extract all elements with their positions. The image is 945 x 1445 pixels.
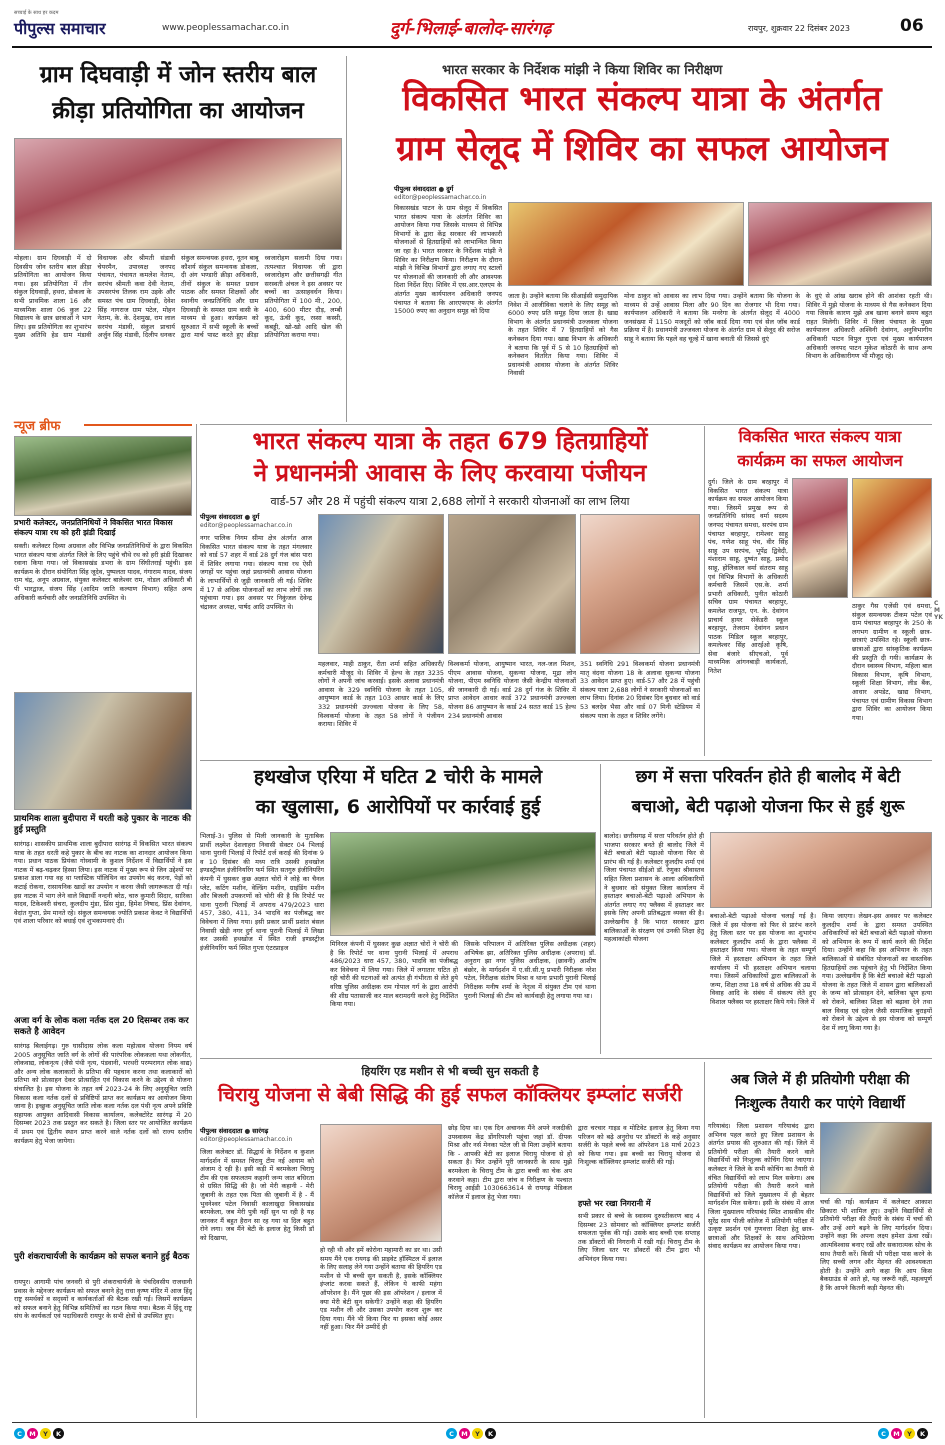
- masthead: [14, 10, 934, 46]
- story3-photo-1: [318, 514, 444, 654]
- story3-body-col2: महलवार, माही ठाकुर, रीता शर्मा सहित अधिकारी/कर्मचारी मौजूद थे। शिविर में हेल्थ के तहत 3235 लोगों ने अपनी जांच करवाई। इसके अलावा प्रधानमंत्री आवास के 329 स्वनिधि योजना के तहत 105, आयुष्मान कार्ड के तहत 103 आधार कार्ड के लिए 332 प्रधानमंत्री उज्ज्वला योजना के लिए 58, विश्वकर्मा योजना के तहत 58 लोगों ने पंजीयन कराया। शिविर में: [318, 660, 444, 729]
- brief2-photo: [14, 692, 192, 810]
- vertical-rule-4: [600, 764, 601, 1054]
- color-bar-left: [14, 1428, 64, 1439]
- story7-byline-name: पीपुल्स संवाददाता: [200, 1127, 243, 1135]
- story2: [352, 54, 932, 424]
- brief2-body: सारंगढ़। शासकीय प्राथमिक शाला बुदीपारा सारंगढ़ में विकसित भारत संकल्प यात्रा के तहत धरती कहे पुकार के बीच का नाटक का शानदार आयोजन किया गया। प्रधान पाठक प्रियंका गोस्वामी के कुशल निर्देशन में विद्यार्थियों ने इस नाटक में बढ़-चढ़कर हिस्सा लिया। इस नाटक में मुख्य रूप से जिन उद्देश्यों पर प्रकाश डाला गया वह था प्लास्टिक पॉलिथिन का उपयोग बंद करना, पेड़ों को कटाई रोकना, रासायनिक खादों का उपयोग न करना जैसी जागरूकता दी गई। इस नाटक में भाग लेने वाले विद्यार्थी नन्दनी बरेठ, चारु कुमारी सिदार, सारिका यादव, टिकेश्वरी संचरा, कुलदीप मुंडा, प्रिंस मुंडा, हिमेश निषाद, प्रिंस देवांगन, वेदांत गुप्ता, प्रेम मानते रहे। संकुल समन्वयक ज्योति प्रकाश केवट ने विद्यार्थियों एवं शाला परिवार को बधाई एवं शुभकामनाएं दी।: [14, 840, 192, 926]
- story1-photo: [14, 138, 342, 250]
- cmyk-m-right: M: [891, 1428, 902, 1439]
- story5: [200, 764, 596, 1054]
- news-brief-label: न्यूज ब्रीफ: [14, 419, 61, 434]
- story5-headline-line1: हथखोज एरिया में घटित 2 चोरी के मामले: [253, 766, 543, 788]
- vertical-rule-2: [196, 424, 197, 1418]
- story8: [708, 1062, 932, 1418]
- cmyk-c-right: C: [878, 1428, 889, 1439]
- story5-body-col3: जिसके परिपालन में अतिरिक्त पुलिस अधीक्षक (शहर) अभिषेक झा, अतिरिक्त पुलिस अधीक्षक (अपराध) डॉ. अनुराग झा नगर पुलिस अधीक्षक, (छावनी) आशीष बंछोर, के मार्गदर्शन में ए.सी.सी.यू प्रभारी निरीक्षक नरेश पटेल, निरीक्षक संतोष मिश्रा व थाना प्रभारी पुरानी भिलाई निरीक्षक मनीष शर्मा के नेतृत्व में संयुक्त टीम एवं थाना पुरानी भिलाई की टीम को कार्यवाही हेतु लगाया गया था।: [464, 940, 596, 1000]
- story7-byline-place: सारंगढ़: [252, 1127, 269, 1135]
- story2-photo-2: [748, 202, 932, 286]
- story5-body-col2: मिनिरल कंपनी में घुसकर कुछ अज्ञात चोरों ने चोरी की है कि रिपोर्ट पर थाना पुरानी भिलाई में अपराध 486/2023 धारा 457, 380, भादवि का पंजीबद्ध कर विवेचना में लिया गया। जिले में लगातार घटित हो रही चोरी की घटनाओं को अत्यंत ही गंभीरता से लेते हुये वरिष्ठ पुलिस अधीक्षक राम गोपाल गर्ग के द्वारा आरोपी की शीघ्र पतासाजी कर माल बरामदगी करने हेतु निर्देशित किया गया।: [330, 940, 458, 1009]
- horizontal-rule-1: [200, 424, 932, 425]
- color-bar-right: [878, 1428, 928, 1439]
- vertical-rule-5: [704, 1062, 705, 1418]
- brief1-headline: प्रभारी कलेक्टर, जनप्रतिनिधियों ने विकसित भारत विकास संकल्प यात्रा रथ को हरी झंडी दिखाई: [14, 518, 173, 537]
- story4-headline-line2: कार्यक्रम का सफल आयोजन: [737, 451, 903, 470]
- story3-byline: पीपुल्स संवाददाता ● दुर्ग: [200, 513, 260, 521]
- story1: [14, 54, 342, 464]
- cmyk-k-center: K: [485, 1428, 496, 1439]
- masthead-logo: पीपुल्स समाचार: [14, 19, 106, 38]
- story4-body-col1: दुर्ग। जिले के ग्राम बरहापुर में विकसित भारत संकल्प यात्रा कार्यक्रम का सफल आयोजन किया गया। जिसमें प्रमुख रूप से जनप्रतिनिधि सांसद वर्मा सदस्य जनपद पंचायत समधा, सरपंच ग्राम पंचायत बरहापुर, रामेश्वर साहू पंच, गणेश साहू पंच, वीर सिंह साहू उप सरपंच, भूपेंद्र द्विवेदी, मंशाराम साहू, दुष्यंत साहू, प्रमोद साहू, होलिकाल वर्मा संतराम साहू एवं विभिन्न विभागों के अधिकारी कर्मचारी जिसमें एस.के. शर्मा प्रभारी अधिकारी, पुनीत कोठारी सचिव ग्राम पंचायत बरहापुर, कमलेश राजपूत, एन. के. देवांगन प्राचार्य हायर सेकेंडरी स्कूल बरहापुर, तेजराम देवांगन प्रधान पाठक मिडिल स्कूल बरहापुर, कमलेश्वर सिंह आरईओ कृषि, सेवा बंजारे सीएचओ, पूर्व माध्यमिक आंगनबाड़ी कार्यकर्ता, नितेश: [708, 478, 788, 676]
- story2-body-col3: मोना ठाकुर को आवास का लाभ दिया गया। उन्होंने बताया कि योजना के माध्यम से उन्हें आवास मिला और 90 दिन का रोजगार भी दिया गया। कार्यपालन अधिकारी ने बताया कि मनरेगा के अंतर्गत सेलूद में 4000 जनसंख्या में 1150 मजदूरों को जॉब कार्ड दिया गया एवं सेल जॉब कार्ड प्रक्रिया में है। प्रधानमंत्री उज्जवला योजना के अंतर्गत ग्राम से सेलूद की सरोज साहू ने बताया कि पहले वह चूल्हे में खाना बनाती थी जिससे धुएं: [624, 292, 800, 343]
- story7-email: editor@peoplessamachar.co.in: [200, 1136, 293, 1143]
- side-cmyk-mark: CMYK: [934, 600, 943, 621]
- story4-photo-2: [852, 478, 932, 598]
- brief3-body: सारंगढ़ बिलाईगढ़। गुरु घासीदास लोक कला महोत्सव योजना नियम वर्ष 2005 अनुसूचित जाति वर्ग के लोगों की पारंपरिक लोककला यथा लोकगीत, लोकवाद्य, लोकनृत्य (जैसे पंथी नृत्य, पंडवानी, भरथरी परम्परागत लोक वाद्य) और अन्य लोक कलाकारों के प्रतिभा की पहचान करना तथा कलाकारों को प्रतिभा को प्रोत्साहन देकर प्रोत्साहित एवं विकास करने के उद्देश्य से योजना संचालित है। इस योजना के तहत वर्ष 2023-24 के लिए अनुसूचित जाति विकास कला नर्तक दलों से प्रविष्टियों प्राप्त कर कार्यक्रम का आयोजन किया जाना है। इच्छुक अनुसूचित जाति लोक कला नर्तक दल पंथी नृत्य अपने प्रविष्टि सहायक आयुक्त आदिवासी विकास कार्यालय, कलेक्टोरेट सारंगढ़ में 20 दिसम्बर 2023 तक प्रस्तुत कर सकते है। जिला स्तर पर आयोजित कार्यक्रम में प्रथम एवं द्वितीय स्थान प्राप्त करने वाले नर्तक दलों को राज्य स्तरीय कार्यक्रम हेतु भेजा जायेगा।: [14, 1042, 192, 1145]
- brief4-headline: पुरी शंकराचार्यजी के कार्यक्रम को सफल बनाने हुई बैठक: [14, 1252, 190, 1262]
- story7-byline: पीपुल्स संवाददाता ● सारंगढ़: [200, 1127, 269, 1135]
- story2-kicker: भारत सरकार के निर्देशक मांझी ने किया शिविर का निरीक्षण: [442, 63, 723, 78]
- story3-headline-line1: भारत संकल्प यात्रा के तहत 679 हितग्राहियों: [252, 427, 648, 455]
- story1-headline-line1: ग्राम दिघवाड़ी में जोन स्तरीय बाल: [39, 62, 317, 88]
- horizontal-rule-3: [200, 1058, 932, 1059]
- story6: [604, 764, 932, 1054]
- story5-body-col1: भिलाई-3। पुलिस से मिली जानकारी के मुताबिक प्रार्थी लक्ष्मेश देशलाहरा निवासी सेक्टर 04 भिलाई थाना पुरानी भिलाई में रिपोर्ट दर्ज कराई की दिनांक 9 व 10 दिसंबर की मध्य रात्रि उसकी हथखोज इण्डस्ट्रीयल इंजीनियरिंग फर्म स्थित सतगुरु इंजीनियरिंग कंपनी में घुसकर कुछ अज्ञात चोरों ने लोहे का चैनल प्लेट, कटिंग मशीन, वेल्डिंग मशीन, ग्राइंडिंग मशीन और बिजली उपकरणों को चोरी की है कि रिपोर्ट पर थाना पुरानी भिलाई में अपराध 479/2023 धारा 457, 380, 411, 34 भादवि का पंजीबद्ध कर विवेचना में लिया गया। इसी प्रकार प्रार्थी प्रशांत बंसल निवासी खेड़ी नगर दुर्ग थाना पुरानी भिलाई में लिखा कर उसकी हथखोज में स्थित राजी इण्डस्ट्रीज इंजीनियरिंग फर्म स्थित गुप्ता एंटरप्राइज: [200, 832, 324, 952]
- story4-photo-1: [792, 478, 848, 598]
- story2-byline-place: दुर्ग: [446, 185, 454, 193]
- story6-body-col3: किया जाएगा। लेखन-इस अवसर पर कलेक्टर कुलदीप शर्मा के द्वारा समस्त उपस्थित अधिकारियों को बेटी बचाओ बेटी पढ़ाओ योजना को अभियान के रूप में कार्य करने की निर्देश दिया। उन्होंने कहा कि इस अभियान के तहत बालिकाओं से संबंधित योजनाओं का वास्तविक हितग्राहियों तक पहुंचाने हेतु भी निर्देशित किया गया। उल्लेखनीय है कि बेटी बचाओ बेटी पढ़ाओ योजना के तहत जिले में शासन द्वारा बालिकाओं के जन्म को प्रोत्साहन देने, बालिका भ्रूण हत्या को रोकने, बालिका शिक्षा को बढ़ावा देने तथा बाल विवाह एवं दहेज जैसी सामाजिक बुराइयों को रोकने के उद्देश्य से इस योजना को सम्पूर्ण देश में लागू किया गया है।: [822, 912, 932, 1032]
- brief1-photo: [14, 436, 192, 516]
- color-bar-center: [446, 1428, 496, 1439]
- story1-body: मोहला। ग्राम दिघवाड़ी में दो दिवसीय जोन स्तरीय बाल क्रीड़ा प्रतियोगिता का आयोजन किया गया। इस प्रतियोगिता में तीन संकुल दिघवाड़ी, हथरा, डोकला के सभी प्राथमिक शाला 16 और माध्यमिक शाला 06 कुल 22 विद्यालय के छात्र छात्राओं ने भाग लिए। इस प्रतियोगिता का शुभारंभ मुख्य अतिथि हेड ग्राम मंडावी विधायक और श्रीमती संडावी चेयरमैन, उपाध्यक्ष जनपद पंचायत, पंचायत कमलेश नेताम, सरपंच श्रीमती कवा देवी नेताम, उपसरपंच तिलक राम उइके और समस्त पंच ग्राम दिघवाड़ी, देवेश सिंह नागराज ग्राम पटेल, मोहन नेताम, के. के. देशमुख, राम लाल सरपंच मंडावी, संकुल प्राचार्य अर्जुन सिंह मंडावी, दिलीप धनकर संकुल समन्वयक हथरा, नूतन बाबू कौशर्य संकुल समन्वयक डोकला, दी अंग भण्डारी क्रीड़ा अधिकारी, तीनों संकुल के समस्त प्रधान पाठक और समस्त शिक्षकों और स्थानीय जनप्रतिनिधि और ग्राम दिघवाड़ी के समस्त ग्राम वासी के माध्यम से हुआ। कार्यक्रम को सुरुआत में सभी स्कूली के बच्चों द्वारा मार्च पास्ट करते हुए क्रीड़ा ध्वजारोहण सलामी दिया गया। तत्पश्चात विधायक जी द्वारा ध्वजारोहण और छत्तीसगढ़ी गीत सरस्वती अंचल ने इस अवसर पर बच्चों का उत्साहवर्धन किया। प्रतियोगिता में 100 मी., 200, 400, 600 मीटर दौड़, लम्बी कूद, ऊंची कूद, रस्सा कस्सी, कबड्डी, खो-खो आदि खेल की प्रतियोगिता कराया गया।: [14, 254, 342, 340]
- masthead-tagline: सच्चाई के साथ हर कदम: [14, 10, 59, 16]
- story8-body-col1: गरियाबंद। जिला प्रशासन गरियाबंद द्वारा अभिनव पहल करते हुए जिला प्रशासन के अंतर्गत प्रयास की शुरुआत की गई। जिले में प्रतियोगी परीक्षा की तैयारी करने वाले विद्यार्थियों को निःशुल्क कोचिंग दिया जाएगा। कलेक्टर ने जिले के सभी कोचिंग का तैयारी से वंचित विद्यार्थियों को लाभ मिल सकेगा। अब प्रतियोगी परीक्षा की तैयारी करने वाले विद्यार्थियों को जिले मुख्यालय में ही बेहतर मार्गदर्शन मिल सकेगा। इसी के संबंध में आज जिला मुख्यालय गरियाबंद स्थित शासकीय वीर सुरेंद्र साय पीजी कॉलेज में प्रतियोगी परीक्षा में उत्कृष्ट प्रदर्शन एवं गुणवत्ता शिक्षा हेतु छात्र-छात्राओं और शिक्षकों के साथ अभिप्रेरणा संवाद कार्यक्रम का आयोजन किया गया।: [708, 1122, 814, 1251]
- story7-body-col1: जिला कलेक्टर डॉ. सिद्धार्थ के निर्देशन व कुशल मार्गदर्शन में समस्त चिरायु टीम नई आयाम को अंजाम दे रही है। इसी कड़ी में बरमकेला चिरायु टीम की एक सफलतम कहानी जन्म जात बधिरता से ग्रसित सिद्धि की है। जो मेरी कहानी - मेरी जुबानी के तहत एक पिता की जुबानी में है - मैं भुवनेश्वर पटेल निवासी कालाखुदा विकासखंड बरमकेला, जब मेरी पुत्री नहीं सुन पा रही है यह जानकर मैं बहुत हैरान सा रह गया था दिल बहुत रोने लगा। जब मैंने बेटी के इलाज हेतु किसी डॉ को दिखाया,: [200, 1148, 314, 1242]
- vertical-rule-1: [346, 56, 347, 422]
- story2-headline-line1: विकसित भारत संकल्प यात्रा के अंतर्गत: [402, 79, 882, 119]
- story7-photo: [320, 1124, 442, 1242]
- cmyk-y-right: Y: [904, 1428, 915, 1439]
- story7-body-col2: हो रही थी और हमें कोरोना महामारी का डर था। उसी समय मैंने एक रायगढ़ की प्राइवेट हॉस्पिटल में इलाज के लिए सलाह लेने गया उन्होंने बताया की हियरिंग एड मशीन से भी बच्ची सुन सकती है, इसके कॉक्लियर इंप्लांट करवा सकते हैं, लेकिन ये काफी महंगा ऑपरेशन है। मैंने पूछा की इस ऑपरेशन / इलाज में क्या मेरी बेटी सुन सकेगी? उन्होंने कहा की हियरिंग एड मशीन ली और उसका उपयोग करना शुरू कर दिया गया। मैंने भी किया फिर या इसका कोई असर नहीं हुआ। फिर मैंने उम्मीदें ही: [320, 1246, 442, 1332]
- story2-byline-name: पीपुल्स संवाददाता: [394, 185, 437, 193]
- story7-subhead: हफ्ते भर रखा निगरानी में: [578, 1199, 651, 1208]
- cmyk-c-left: C: [14, 1428, 25, 1439]
- story8-body-col2: चर्चा की गई। कार्यक्रम में कलेक्टर आकाश छिकारा भी शामिल हुए। उन्होंने विद्यार्थियों से प्रतियोगी परीक्षा की तैयारी के संबंध में चर्चा की और उन्हें आगे बढ़ने के लिए मार्गदर्शन दिया। उन्होंने कहा कि अपना लक्ष्य हमेशा ऊंचा रखें। आत्मविश्वास बनाए रखें और सकारात्मक सोच के साथ तैयारी करें। किसी भी परीक्षा पास करने के लिए सच्ची लगन और मेहनत की आवश्यकता होती है। उन्होंने आगे कहा कि आप किस बैकग्राउंड से आते हो, यह जरूरी नहीं, महत्वपूर्ण है कि आपने कितनी कड़ी मेहनत की।: [820, 1198, 932, 1292]
- story3-headline-line2: ने प्रधानमंत्री आवास के लिए करवाया पंजीयन: [253, 459, 647, 487]
- story6-body-col2: बचाओ-बेटी पढ़ाओ योजना चलाई गई है। जिले में इस योजना को फिर से प्रारंभ करने हेतु जिला स्तर पर इस योजना का शुभारंभ कलेक्टर कुलदीप शर्मा के द्वारा फ्लैक्स में हस्ताक्षर किया गया। योजना के तहत सम्पूर्ण जिले में हस्ताक्षर अभियान के तहत जिले कार्यालय में भी हस्ताक्षर अभियान चलाया गया। जिसमें अधिकारियों द्वारा बालिकाओं के जन्म, शिक्षा तथा 18 वर्ष से अधिक की उम्र में विवाह आदि के संबंध में संकल्प लेते हुए विशाल फ्लैक्स पर हस्ताक्षर किये गये। जिले में: [710, 912, 816, 1006]
- story3-body-col4: 351 स्वनिधि 291 विश्वकर्मा योजना प्रधानमंत्री मातृ वंदना योजना 18 के अलावा सुकन्या योजना 33 आवेदन प्राप्त हुए। वार्ड-57 और 28 में पहुंची संकल्प यात्रा 2,688 लोगों ने सरकारी योजनाओं का लाभ लिया। दिनांक 20 दिसंबर दिन बुधवार को वार्ड 53 बलदेव भैसा और वार्ड 07 मिनी स्टेडियम में संकल्प यात्रा के तहत व शिविर लगेंगे।: [580, 660, 700, 720]
- cmyk-m-center: M: [459, 1428, 470, 1439]
- story4: [708, 426, 932, 756]
- story6-photo: [710, 832, 932, 908]
- story7-body-col4: द्वारा चरचार गाइड व मोटिवेट इलाज हेतु किया गया परिजन को बढ़े अनुरोध पर डॉक्टरों के कहे अनुसार सर्जरी के पहले बच्चे का ऑपरेशन 18 मार्च 2023 को किया गया। इस बच्ची का चिरायु योजना से निःशुल्क कॉक्लियर इम्प्लांट सर्जरी की गई।: [578, 1124, 700, 1167]
- story2-byline: पीपुल्स संवाददाता ● दुर्ग: [394, 185, 454, 193]
- story7: [200, 1062, 700, 1418]
- story2-photo-1: [508, 202, 744, 286]
- story8-headline-line1: अब जिले में ही प्रतियोगी परीक्षा की: [730, 1072, 910, 1088]
- brief2-headline: प्राथमिक शाला बुदीपारा में धरती कहे पुकार के नाटक की हुई प्रस्तुति: [14, 814, 191, 835]
- story6-body-col1: बालोद। छत्तीसगढ़ में सत्ता परिवर्तन होते ही भाजपा सरकार बनते ही बालोद जिले में बेटी बचाओ बेटी पढ़ाओ योजना फिर से प्रारंभ की गई है। कलेक्टर कुलदीप शर्मा एवं जिला पंचायत सीईओ डॉ. रेणुका श्रीवास्तव सहित जिला प्रशासन के आला अधिकारियों ने बुधवार को संयुक्त जिला कार्यालय में हस्ताक्षर बचाओ-बेटी पढ़ाओ अभियान के अंतर्गत लगाए गए फ्लैक्स में हस्ताक्षर कर इसके लिए अपनी प्रतिबद्धता व्यक्त की है। उल्लेखनीय है कि भारत सरकार द्वारा बालिकाओं के संरक्षण एवं उनकी शिक्षा हेतु महत्वाकांक्षी योजना: [604, 832, 704, 944]
- story7-body-col5: सभी प्रकार से बच्चे के स्वास्थ्य दुरुस्तीकरण बाद 4 दिसम्बर 23 सोमवार को कॉक्लियर इम्प्लांट सर्जरी सफलता पूर्वक की गई। उसके बाद बच्ची एक सप्ताह तक डॉक्टरों की निगरानी में रखी गई। चिरायु टीम के लिए जिला स्तर पर डॉक्टरों की टीम द्वारा भी अभिनंदन किया गया।: [578, 1212, 700, 1263]
- story4-headline-line1: विकसित भारत संकल्प यात्रा: [738, 427, 902, 446]
- story5-photo: [330, 832, 596, 936]
- story1-headline-line2: क्रीड़ा प्रतियोगिता का आयोजन: [52, 98, 304, 124]
- footer-rule: [12, 1422, 932, 1423]
- story5-headline-line2: का खुलासा, 6 आरोपियों पर कार्रवाई हुई: [255, 796, 541, 818]
- cmyk-c-center: C: [446, 1428, 457, 1439]
- story3-photo-2: [448, 514, 576, 654]
- news-brief-label-rule: [84, 424, 192, 426]
- story3-subhead: वार्ड-57 और 28 में पहुंची संकल्प यात्रा 2,688 लोगों ने सरकारी योजनाओं का लाभ लिया: [270, 495, 630, 508]
- story2-email: editor@peoplessamachar.co.in: [394, 194, 487, 201]
- story8-photo: [820, 1122, 932, 1194]
- brief1-body: सक्ती। कलेक्टर दिव्या अग्रवाल और विभिन्न जनप्रतिनिधियों के द्वारा विकसित भारत संकल्प यात्रा अंतर्गत जिले के लिए पहुंचे चौथे रथ को हरी झंडी दिखाकर रवाना किया गया। जो विकासखंड डभरा के ग्राम सिंघीतराई पहुंची। इस कार्यक्रम के दौरान संयोगिता सिंह जूदेव, पुष्पलता यादव, गंगाराम यादव, संजय राम चंद्र, अनूप अग्रवाल, संयुक्त कलेक्टर बालेश्वर राम, नोडल अधिकारी बी पी भारद्वाज, संजय सिंह (आदिम जाति कल्याण विभाग) सहित अन्य अधिकारी कर्मचारी और जनप्रतिनिधि उपस्थित थे।: [14, 542, 192, 602]
- story6-headline-line1: छग में सत्ता परिवर्तन होते ही बालोद में बेटी: [635, 767, 901, 787]
- cmyk-m-left: M: [27, 1428, 38, 1439]
- page-number: 06: [900, 16, 924, 36]
- vertical-rule-3: [704, 426, 705, 756]
- brief3-headline: अजा वर्ग के लोक कला नर्तक दल 20 दिसम्बर तक कर सकते है आवेदन: [14, 1016, 189, 1037]
- issue-date: रायपुर, शुक्रवार 22 दिसंबर 2023: [748, 24, 850, 33]
- story3-byline-name: पीपुल्स संवाददाता: [200, 513, 243, 521]
- news-brief: [14, 410, 192, 1420]
- story3: [200, 426, 700, 756]
- story2-body-col1: विकासखंड पाटन के ग्राम सेलूद में विकसित भारत संकल्प यात्रा के अंतर्गत शिविर का आयोजन किया गया जिसके माध्यम से विभिन्न विभागों के द्वारा केंद्र सरकार की लाभकारी योजनाओं से हितग्राहियों को लाभान्वित किया जा रहा है। भारत सरकार के निर्देशक मांझी ने शिविर का निरीक्षण किया। निरीक्षण के दौरान मांझी ने विभिन्न विभागों द्वारा लगाए गए स्टालों पर योजनाओं की जानकारी ली और आवश्यक दिशा निर्देश दिए। शिविर में एस.आर.एलएम के अंतर्गत मुख्य कार्यपालन अधिकारी जनपद पंचायत ने बताया कि आरएफएफ के अंतर्गत 15000 रुपए का अनुदान समूह को दिया: [394, 204, 502, 316]
- cmyk-y-left: Y: [40, 1428, 51, 1439]
- story2-body-col4: के धुएं से आंख खराब होने की आशंका रहती थी। शिविर में मुझे योजना के माध्यम से गैस कनेक्शन दिया गया जिसके कारण मुझे अब खाना बनाने समय बहुत राहत मिलेगी। शिविर में जिला पंचायत के मुख्य कार्यपालन अधिकारी अश्विनी देवांगन, अनुविभागीय अधिकारी पाटन विपुल गुप्ता एवं मुख्य कार्यपालन अधिकारी जनपद पाटन मुकेश कोठारी के साथ अन्य विभाग के अधिकारीगण भी मौजूद रहे।: [806, 292, 932, 361]
- story4-body-col2: ठाकुर गैस एजेंसी एवं धमधा, संकुल समन्वयक टीकम पटेल एवं ग्राम पंचायत बरहापुर के 250 के लगभग ग्रामीण व स्कूली छात्र-छात्राएं उपस्थित रहे। स्कूली छात्र-छात्राओं द्वारा सांस्कृतिक कार्यक्रम की प्रस्तुति दी गयी। कार्यक्रम के दौरान स्वास्थ्य विभाग, महिला बाल विकास विभाग, कृषि विभाग, स्कूली शिक्षा विभाग, लीड बैंक, आधार अपडेट, खाद्य विभाग, पंचायत एवं ग्रामीण विकास विभाग द्वारा शिविर का आयोजन किया गया।: [852, 602, 932, 722]
- cmyk-k-right: K: [917, 1428, 928, 1439]
- story8-headline-line2: निःशुल्क तैयारी कर पाएंगे विद्यार्थी: [735, 1096, 905, 1112]
- cmyk-k-left: K: [53, 1428, 64, 1439]
- story3-body-col1: नगर पालिक निगम सीमा क्षेत्र अंतर्गत आज विकसित भारत संकल्प यात्रा के तहत मंगलवार को वार्ड 57 शहर में वार्ड 28 दुर्ग गंज बांस पारा में शिविर लगाया गया। संकल्प यात्रा रथ ऐसी जगहों पर पहुंचा जहां प्रधानमंत्री आवास योजना के लाभार्थियों से जुड़ी जानकारी ली गई। शिविर में 17 से अधिक योजनाओं का लाभ लोगों तक पहुंचाया गया। इस अवसर पर निकुंजल देवेन्द्र चंद्राकर अध्यक्ष, पार्षद आदि उपस्थित थे।: [200, 534, 312, 611]
- story3-body-col3: विश्वकर्मा योजना, आयुष्मान भारत, नल-जल मिशन, पीएम आवास योजना, सुकन्या योजना, मुद्रा लोन योजना, पीएम स्वनिधि योजना जैसी केन्द्रीय योजनाओं की जानकारी दी गई। वार्ड 28 दुर्ग गंज के शिविर में प्राप्त आवेदन आधार कार्ड 372 प्रधानमंत्री उज्ज्वला योजना 86 आयुष्मान के कार्ड 24 सतत कार्ड 15 हेल्थ 234 प्रधानमंत्री आवास: [448, 660, 576, 720]
- story3-byline-place: दुर्ग: [252, 513, 260, 521]
- story3-email: editor@peoplessamachar.co.in: [200, 522, 293, 529]
- story6-headline-line2: बचाओ, बेटी पढ़ाओ योजना फिर से हुई शुरू: [631, 797, 905, 817]
- story7-kicker: हियरिंग एड मशीन से भी बच्ची सुन सकती है: [361, 1065, 539, 1078]
- story2-body-col2: जाता है। उन्होंने बताया कि सीआईसी समुदायिक निवेश में आजीविका चलाने के लिए समूह को 6000 रुपए प्रति समूह दिया जाता है। खाद्य विभाग के अंतर्गत प्रधानमंत्री उज्जवला योजना के तहत शिविर में 7 हितग्राहियों को गैस कनेक्शन दिया गया। खाद्य विभाग के अधिकारी ने बताया कि पूर्व में 5 से 10 हितग्राहियों को कनेक्शन वितरित किया गया। शिविर में प्रधानमंत्री आवास योजना के अंतर्गत शिविर निवासी: [508, 292, 618, 378]
- story3-photo-3: [580, 514, 700, 654]
- story7-headline: चिरायु योजना से बेबी सिद्धि की हुई सफल कॉक्लियर इम्प्लांट सर्जरी: [217, 1084, 683, 1106]
- story7-body-col3: छोड़ दिया था। एक दिन अचानक मैंने अपने नजदीकी उपस्वास्थ्य केंद्र डोंगरिपाली पहुंचा जहां डॉ. दीपक मिश्रा और नर्स मेनका पटेल जी से मिला उन्होंने बताया कि - आपकी बेटी का इलाज चिरायु योजना से हो सकता है। फिर उन्होंने पूरी जानकारी के साथ मुझे बरमकेला के चिरायु टीम के द्वारा बच्ची का चेक अप करवाने कहा। टीम द्वारा जांच व निरीक्षण के पश्चात चिरायु आईडी 1030663614 से रायगढ़ मेडिकल कॉलेज में इलाज हेतु भेजा गया।: [448, 1124, 572, 1201]
- horizontal-rule-2: [200, 760, 932, 761]
- cmyk-y-center: Y: [472, 1428, 483, 1439]
- story2-headline-line2: ग्राम सेलूद में शिविर का सफल आयोजन: [396, 129, 888, 169]
- brief4-body: रायपुर। आगामी पांच जनवरी से पुरी शंकराचार्यजी के पंचदिवसीय राजधानी प्रवास के मद्देनजर कार्यक्रम को सफल बनाने हेतु राधा कृष्ण मंदिर में आज हिंदू राष्ट्र समर्थकों व सद्स्यों व कार्यकर्ताओं की बैठक रखी गई। जिसमें कार्यक्रम को सफल बनाने हेतु विभिन्न समितियों का गठन किया गया। बैठक में हिंदू राष्ट्र संघ के कार्यकर्ता एवं पदाधिकारी रायपुर के सभी क्षेत्रों से उपस्थित हुए।: [14, 1278, 192, 1321]
- edition-title: दुर्ग-भिलाई-बालोद-सारंगढ़: [390, 19, 552, 39]
- masthead-url: www.peoplessamachar.co.in: [162, 23, 290, 33]
- masthead-rule: [12, 46, 932, 48]
